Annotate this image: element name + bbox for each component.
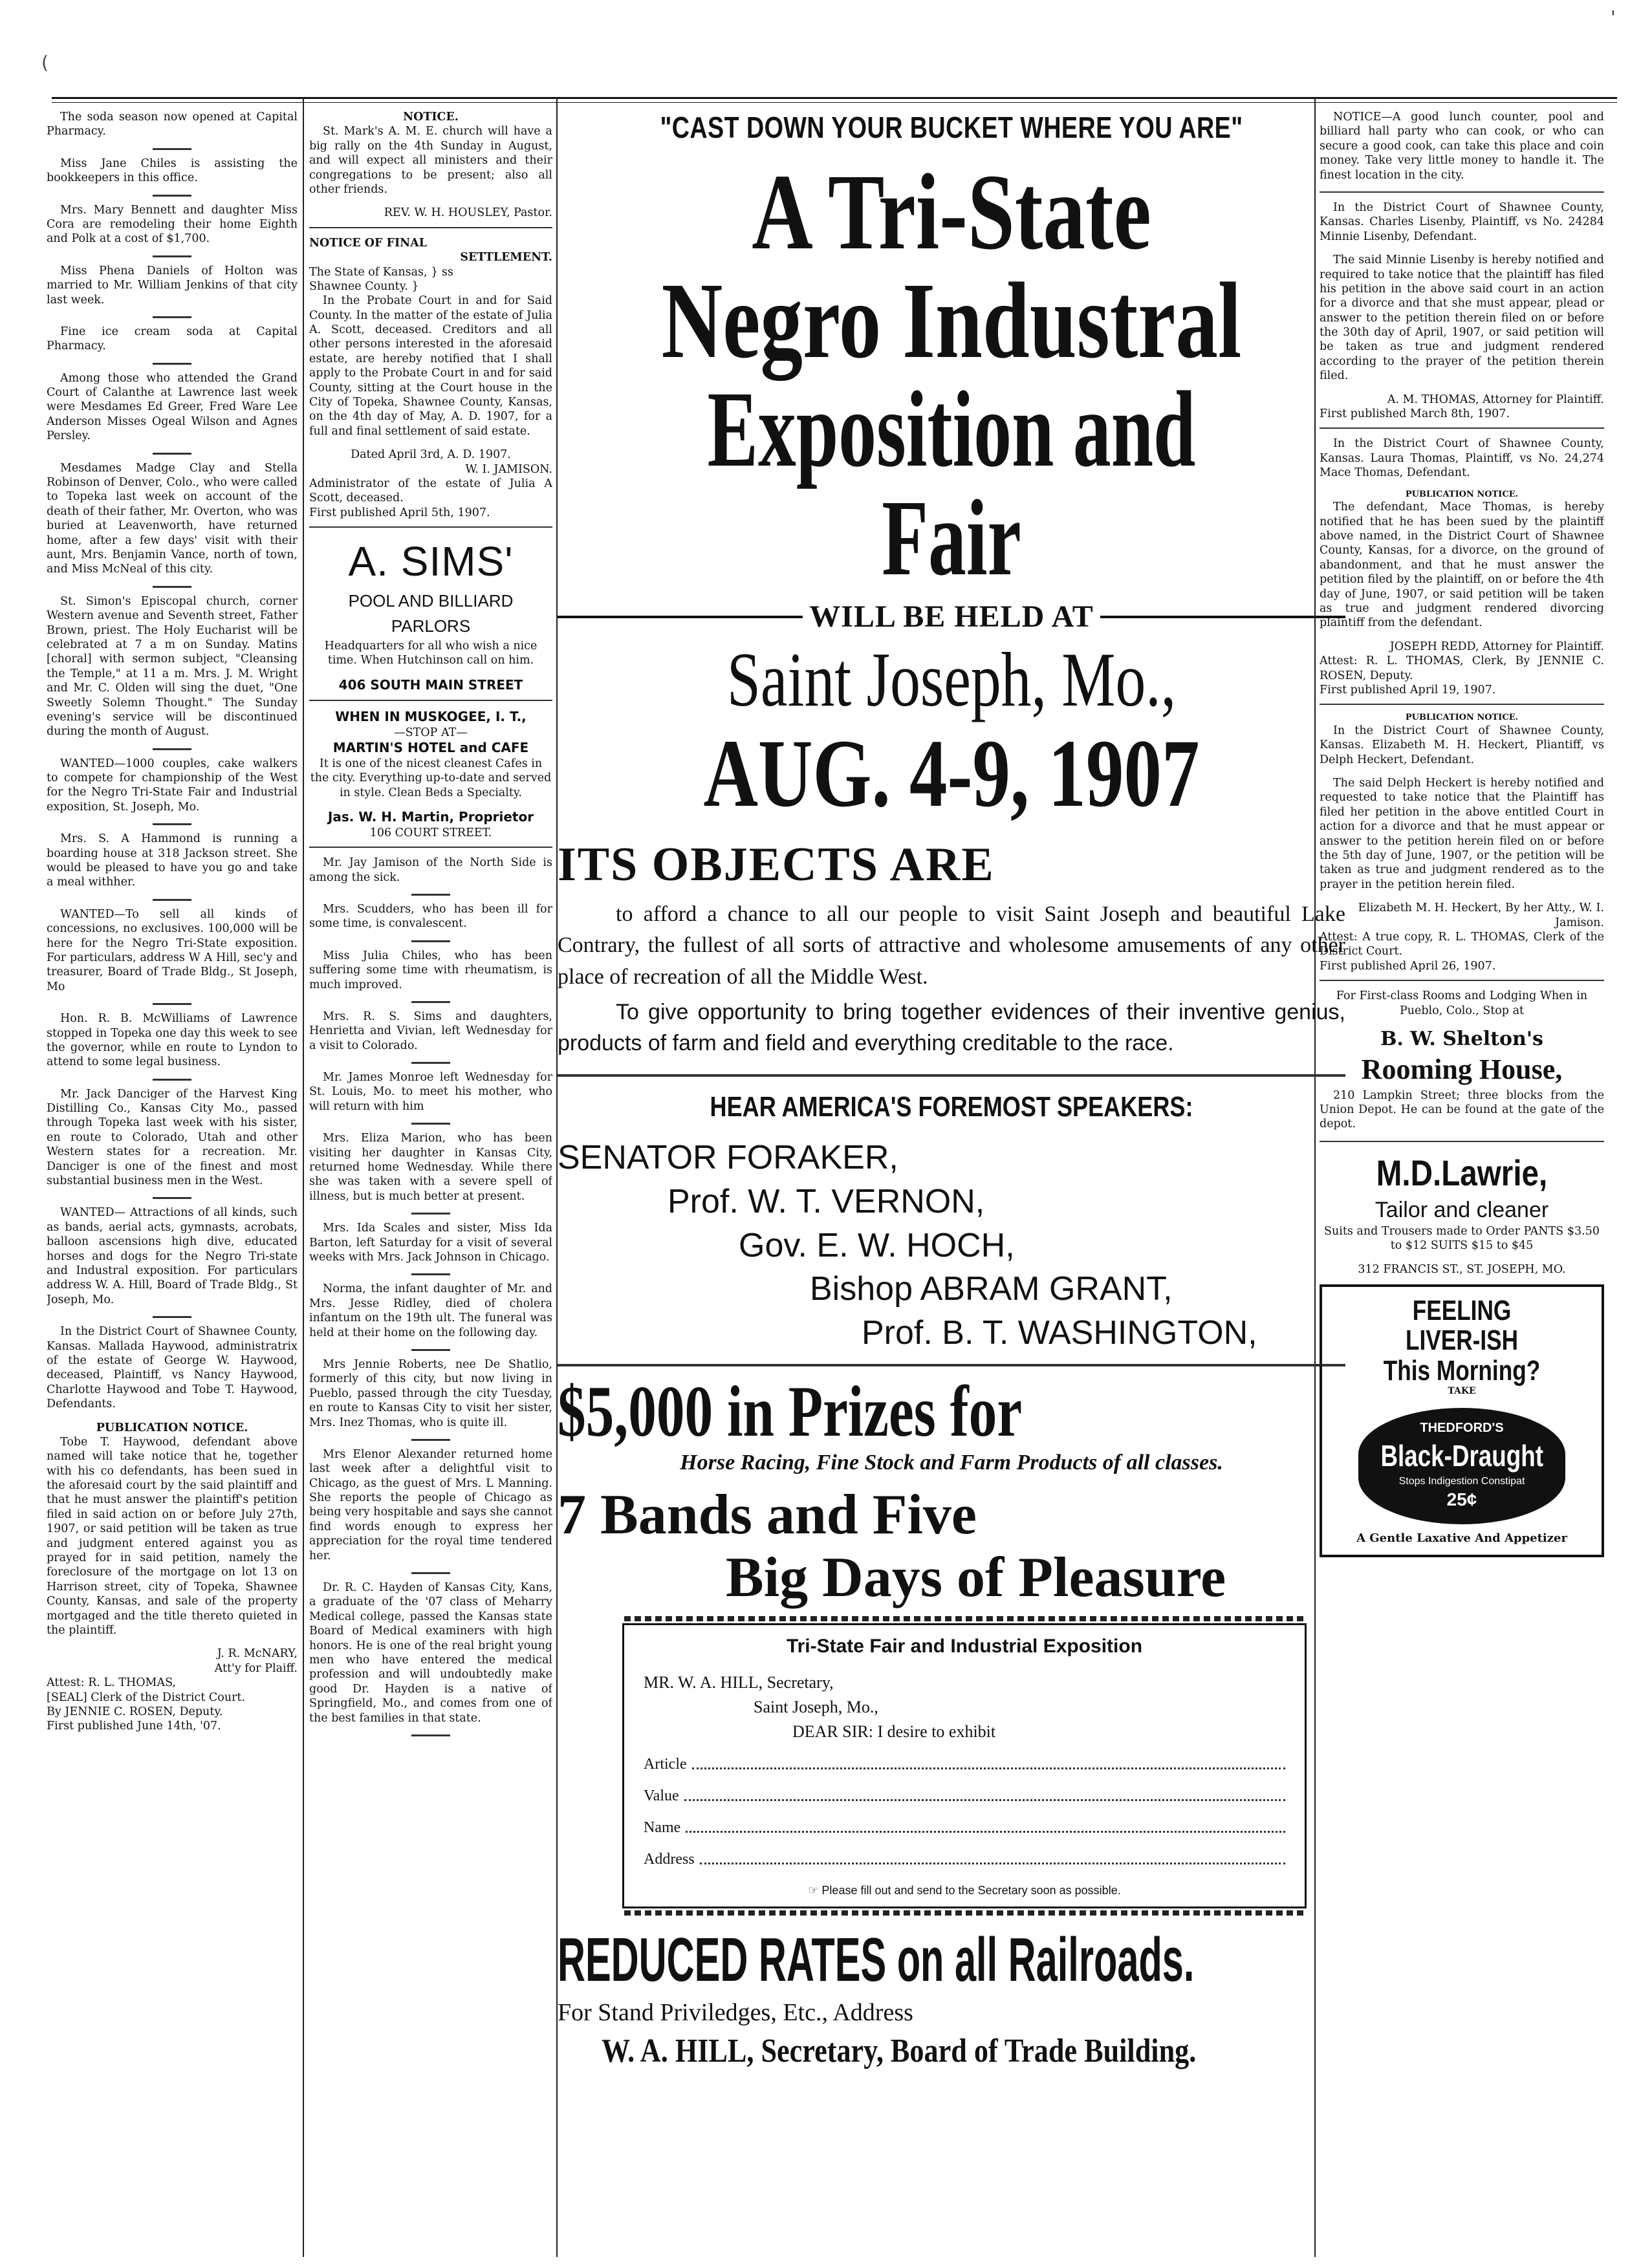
haywood-sig2: Att'y for Plaiff.: [214, 1661, 298, 1675]
final-settlement-body: In the Probate Court in and for Said County. In the matter of the estate of Julia A. Scott, deceased. Creditors and all other persons interested in the aforesaid estate, are hereby notified that I shall apply to the Probate Court in and for said County, sitting at the Court house in the City of Topeka, Shawnee County, Kansas, on the 4th day of May, A. D. 1907, for a full and final settlement of said estate.: [309, 294, 552, 438]
notice-heading: NOTICE.: [403, 111, 459, 124]
feeling-line1: FEELING: [1412, 1295, 1512, 1327]
ad-prizes: $5,000 in Prizes for: [558, 1372, 1023, 1453]
badge-brand: THEDFORD'S: [1420, 1421, 1504, 1436]
final-settlement-signature: W. I. JAMISON.: [465, 462, 552, 476]
haywood-heading: PUBLICATION NOTICE.: [96, 1421, 248, 1434]
feeling-take: TAKE: [1448, 1385, 1476, 1396]
news-item: Norma, the infant daughter of Mr. and Mrs. Jesse Ridley, died of cholera infantum on the 19th ult. The funeral was held at their home on the following day.: [309, 1282, 552, 1339]
notice-signature: REV. W. H. HOUSLEY, Pastor.: [384, 206, 552, 220]
item-separator: [411, 1001, 450, 1003]
thomas-heading: PUBLICATION NOTICE.: [1405, 489, 1519, 499]
ad-objects-para1: to afford a chance to all our people to visit Saint Joseph and beautiful Lake Contrary, the fullest of all sorts of attractive and wholesome amusements of any other place of recreation of all the Middle West.: [558, 902, 1345, 989]
exposition-advertisement: [558, 110, 1345, 2251]
column-rule-1: [303, 97, 304, 2257]
news-item: Mrs Jennie Roberts, nee De Shatlio, formerly of this city, but now living in Pueblo, passed through the city Tuesday, en route to Kansas City to visit her sister, Mrs. Inez Thomas, who is quite ill.: [309, 1357, 552, 1429]
news-item: Among those who attended the Grand Court of Calanthe at Lawrence last week were Mesdames Ed Greer, Fred Ware Lee Anderson Misses Ogeal Wilson and Agnes Persley.: [47, 371, 298, 443]
coupon-title: Tri-State Fair and Industrial Exposition: [786, 1636, 1143, 1658]
news-item: Mesdames Madge Clay and Stella Robinson of Denver, Colo., who were called to Topeka last week on account of the death of their father, Mr. Overton, who was buried at Leavenworth, have returned home, after a few days' visit with their aunt, Mrs. Benjamin Vance, north of town, and Miss McNeal of this city.: [47, 461, 298, 576]
coupon-line: [700, 1863, 1285, 1864]
ad-held-at-row: [558, 599, 1345, 634]
news-item: The soda season now opened at Capital Pharmacy.: [47, 111, 298, 138]
news-item: St. Simon's Episcopal church, corner Western avenue and Seventh street, Father Brown, priest. The Holy Eucharist will be celebrated at 7 a m on Sunday. Matins [choral] with sermon subject, "Cleansing the Temple," at 11 a m. Mrs. J. M. Wright and Mr. C. Olden will sing the duet, "One Sweetly Solemn Thought." The Sunday evening's service will be discontinued during the month of August.: [47, 594, 298, 739]
column-4: [1320, 110, 1604, 2257]
sims-ad-body: Headquarters for all who wish a nice time. When Hutchinson call on him.: [324, 640, 538, 667]
feeling-footer: A Gentle Laxative And Appetizer: [1356, 1531, 1567, 1545]
lisenby-published: First published March 8th, 1907.: [1320, 407, 1510, 421]
news-item: Miss Phena Daniels of Holton was married to Mr. William Jenkins of that city last week.: [47, 264, 298, 307]
column-1-items: [47, 110, 298, 1318]
item-separator: [411, 1123, 450, 1125]
ad-bands-line2: Big Days of Pleasure: [726, 1546, 1226, 1609]
news-item: Mrs. S. A Hammond is running a boarding house at 318 Jackson street. She would be pleased to have you go and take a meal withher.: [47, 832, 298, 889]
haywood-legal-notice: [47, 1324, 298, 1734]
haywood-sig1: J. R. McNARY,: [217, 1647, 298, 1661]
item-separator: [153, 586, 191, 588]
muskogee-body: It is one of the nicest cleanest Cafes in the city. Everything up-to-date and served in style. Clean Beds a Specialty.: [310, 757, 552, 799]
black-draught-badge: [1358, 1408, 1565, 1524]
badge-product: Black-Draught: [1380, 1438, 1543, 1473]
notice-body: St. Mark's A. M. E. church will have a big rally on the 4th Sunday in August, and will expect all ministers and their congregations to be present; also all other friends.: [309, 125, 552, 196]
item-separator: [411, 1734, 450, 1736]
heckert-attest: Attest: A true copy, R. L. THOMAS, Clerk of the District Court.: [1320, 931, 1604, 958]
muskogee-heading: WHEN IN MUSKOGEE, I. T.,: [335, 709, 527, 725]
coupon-to: MR. W. A. HILL, Secretary,: [644, 1673, 834, 1692]
ad-objects-heading: ITS OBJECTS ARE: [558, 838, 995, 891]
coupon-field-name[interactable]: [644, 1819, 1285, 1837]
top-rule: [52, 97, 1617, 99]
column-2: [309, 110, 552, 2257]
lawrie-address: 312 FRANCIS ST., ST. JOSEPH, MO.: [1358, 1262, 1566, 1276]
heckert-body: The said Delph Heckert is hereby notified and requested to take notice that the Plaintiff has filed her petition in the above entitled Court in action for a divorce and that he must appear or answer to the petition herein filed on or before the 5th day of June, 1907, or the petition will be taken as true and judgment rendered as to the prayer in the petition herein filed.: [1320, 777, 1604, 891]
top-rule-thin: [52, 102, 1617, 103]
coupon-dashed-bottom: [624, 1910, 1305, 1916]
muskogee-hotel-name: MARTIN'S HOTEL and CAFE: [332, 740, 529, 756]
final-settlement-admin: Administrator of the estate of Julia A Scott, deceased.: [309, 477, 552, 505]
final-settlement-heading-2: SETTLEMENT.: [460, 251, 552, 265]
heckert-heading: PUBLICATION NOTICE.: [1405, 713, 1519, 723]
heckert-published: First published April 26, 1907.: [1320, 959, 1496, 973]
haywood-intro: In the District Court of Shawnee County, Kansas. Mallada Haywood, administratrix of the estate of George W. Haywood, deceased, Plaintiff, vs Nancy Haywood, Charlotte Haywood and Tobe T. Haywood, Defendants.: [47, 1325, 298, 1411]
column-2-items: [309, 856, 552, 1736]
ad-bands-line1: 7 Bands and Five: [558, 1483, 977, 1546]
column-1: [47, 110, 298, 2257]
sims-ad-name: A. SIMS': [348, 538, 514, 585]
news-item: Mrs Elenor Alexander returned home last week after a delightful visit to Chicago, as the guest of Mrs. L Manning. She reports the people of Chicago as being very hospitable and says she cannot find words enough to express her appreciation for the royal time tendered her.: [309, 1447, 552, 1562]
lawrie-body: Suits and Trousers made to Order PANTS $3.50 to $12 SUITS $15 to $45: [1324, 1225, 1600, 1253]
coupon-label-name: Name: [644, 1819, 681, 1837]
item-separator: [153, 823, 191, 825]
divider: [1320, 1141, 1604, 1142]
haywood-attest: Attest: R. L. THOMAS,: [47, 1676, 177, 1690]
ad-held-at: WILL BE HELD AT: [809, 599, 1094, 634]
ad-reduced-rates: REDUCED RATES on all Railroads.: [558, 1925, 1195, 1995]
sims-ad-line1: POOL AND BILLIARD: [348, 591, 514, 611]
coupon-city: Saint Joseph, Mo.,: [754, 1698, 878, 1717]
lawrie-name: M.D.Lawrie,: [1376, 1152, 1548, 1193]
speaker-2: Prof. W. T. VERNON,: [668, 1182, 985, 1220]
corner-mark-right: ': [1611, 6, 1616, 28]
news-item: WANTED—1000 couples, cake walkers to compete for championship of the West for the Negro Tri-State Fair and Industrial exposition, St. Joseph, Mo.: [47, 757, 298, 814]
shelton-address: 210 Lampkin Street; three blocks from the Union Depot. He can be found at the gate of the depot.: [1320, 1088, 1604, 1131]
news-item: Fine ice cream soda at Capital Pharmacy.: [47, 325, 298, 353]
divider: [1320, 427, 1604, 429]
news-item: Mrs. Ida Scales and sister, Miss Ida Barton, left Saturday for a visit of several weeks with Mrs. Jack Johnson in Chicago.: [309, 1222, 552, 1264]
news-item: Mrs. Mary Bennett and daughter Miss Cora are remodeling their home Eighth and Polk at a cost of $1,700.: [47, 203, 298, 246]
ad-objects-para2: To give opportunity to bring together evidences of their inventive genius, products of farm and field and everything creditable to the race.: [558, 999, 1345, 1056]
pointing-hand-icon: ☞: [808, 1884, 822, 1897]
coupon-line: [686, 1831, 1285, 1833]
divider: [558, 1364, 1345, 1366]
divider: [309, 227, 552, 228]
black-draught-ad: [1320, 1284, 1604, 1557]
coupon-field-article[interactable]: [644, 1756, 1285, 1773]
haywood-deputy: By JENNIE C. ROSEN, Deputy.: [47, 1705, 223, 1718]
shelton-intro: For First-class Rooms and Lodging When in Pueblo, Colo., Stop at: [1336, 989, 1588, 1017]
ad-stand-privileges: For Stand Priviledges, Etc., Address: [558, 1999, 913, 2027]
item-separator: [153, 195, 191, 197]
item-separator: [153, 1079, 191, 1081]
thomas-attest: Attest: R. L. THOMAS, Clerk, By JENNIE C. ROSEN, Deputy.: [1320, 654, 1604, 682]
item-separator: [411, 940, 450, 942]
thomas-body: The defendant, Mace Thomas, is hereby notified that he has been sued by the plaintiff above named, in the District Court of Shawnee County, Kansas, for a divorce, on the ground of abandonment, and that he must answer the petition filed by the plaintiff, on or before the 4th day of June, 1907, or said petition will be taken as true and judgment rendered divorcing plaintiff from the defendant.: [1320, 501, 1604, 630]
item-separator: [153, 1316, 191, 1318]
news-item: Mr. James Monroe left Wednesday for St. Louis, Mo. to meet his mother, who will return with him: [309, 1071, 552, 1113]
news-item: Miss Julia Chiles, who has been suffering some time with rheumatism, is much improved.: [309, 949, 552, 991]
haywood-body: Tobe T. Haywood, defendant above named will take notice that he, together with his co defendants, has been sued in the aforesaid court by the said plaintiff and that he must answer the plaintiff's petition filed in said action on or before July 27th, 1907, or said petition will be taken as true and judgment entered against you as prayed for in said petition, namely the foreclosure of the mortgage on lot 13 on Harrison street, city of Topeka, Shawnee County, Kansas, and sale of the property mortgaged and the title thereto quieted in the plaintiff.: [47, 1435, 298, 1637]
ad-contact: W. A. HILL, Secretary, Board of Trade Building.: [602, 2033, 1197, 2070]
lunch-counter-notice: NOTICE—A good lunch counter, pool and billiard hall party who can cook, or who can secure a good cook, can take this place and coin money. Take very little money to handle it. The finest location in the city.: [1320, 111, 1604, 182]
shelton-name: B. W. Shelton's: [1380, 1027, 1543, 1050]
rule-left: [558, 616, 803, 618]
news-item: Miss Jane Chiles is assisting the bookkeepers in this office.: [47, 157, 298, 185]
feeling-line2: LIVER-ISH: [1405, 1324, 1519, 1357]
badge-tagline: Stops Indigestion Constipat: [1398, 1475, 1525, 1487]
coupon-label-article: Article: [644, 1756, 687, 1773]
final-settlement-county: Shawnee County. }: [309, 279, 419, 293]
item-separator: [411, 894, 450, 896]
thomas-published: First published April 19, 1907.: [1320, 683, 1496, 697]
heckert-intro: In the District Court of Shawnee County, Kansas. Elizabeth M. H. Heckert, Pliantiff, vs Delph Heckert, Defendant.: [1320, 724, 1604, 766]
item-separator: [153, 1197, 191, 1199]
news-item: Hon. R. B. McWilliams of Lawrence stopped in Topeka one day this week to see the governor, while en route to Lyndon to attend to some legal business.: [47, 1012, 298, 1069]
news-item: Mr. Jack Danciger of the Harvest King Distilling Co., Kansas City Mo., passed through Topeka last week with his sister, en route to Colorado, Utah and other Western states for a recreation. Mr. Danciger is one of the finest and most substantial business men in the West.: [47, 1087, 298, 1188]
lisenby-signature: A. M. THOMAS, Attorney for Plaintiff.: [1387, 393, 1604, 406]
speaker-3: Gov. E. W. HOCH,: [739, 1226, 1015, 1264]
news-item: Mrs. R. S. Sims and daughters, Henrietta and Vivian, left Wednesday for a visit to Colorado.: [309, 1010, 552, 1052]
speaker-5: Prof. B. T. WASHINGTON,: [862, 1313, 1257, 1352]
news-item: Dr. R. C. Hayden of Kansas City, Kans, a graduate of the '07 class of Meharry Medical college, passed the Kansas state Board of Medical examiners with high honors. He is one of the real bright young men who have entered the medical profession and will undoubtedly make good Dr. Hayden is a native of Springfield, Mo., and comes from one of the best families in that state.: [309, 1581, 552, 1725]
news-item: Mr. Jay Jamison of the North Side is among the sick.: [309, 856, 552, 884]
item-separator: [153, 748, 191, 750]
final-settlement-published: First published April 5th, 1907.: [309, 506, 490, 519]
thomas-signature: JOSEPH REDD, Attorney for Plaintiff.: [1389, 640, 1604, 653]
ad-title-line3: Exposition and Fair: [707, 369, 1196, 598]
divider: [309, 700, 552, 701]
ad-dates: AUG. 4-9, 1907: [703, 720, 1200, 827]
item-separator: [411, 1062, 450, 1064]
rule-right: [1100, 616, 1345, 618]
ad-title-line1: A Tri-State: [752, 152, 1151, 272]
final-settlement-dated: Dated April 3rd, A. D. 1907.: [351, 448, 511, 462]
coupon-dear-sir: DEAR SIR: I desire to exhibit: [792, 1722, 996, 1742]
final-settlement-state: The State of Kansas, } ss: [309, 265, 453, 279]
corner-mark-left: (: [41, 52, 49, 73]
speaker-4: Bishop ABRAM GRANT,: [810, 1270, 1173, 1308]
item-separator: [153, 1003, 191, 1005]
item-separator: [411, 1349, 450, 1351]
divider: [1320, 704, 1604, 705]
item-separator: [153, 899, 191, 901]
coupon-line: [684, 1799, 1285, 1801]
exhibit-coupon[interactable]: [622, 1623, 1307, 1908]
item-separator: [411, 1273, 450, 1275]
lisenby-body: The said Minnie Lisenby is hereby notified and required to take notice that the plaintiff has filed his petition in the above said court in an action for a divorce and that she must appear, plead or answer to the petition therein filed on or before the 30th day of April, 1907, or said petition will be taken as true and judgment rendered according to the prayer of the petition therein filed.: [1320, 254, 1604, 383]
divider: [558, 1074, 1345, 1077]
divider: [1320, 980, 1604, 981]
news-item: Mrs. Eliza Marion, who has been visiting her daughter in Kansas City, returned home Wednesday. While there she was taken with a severe spell of illness, but is much better at present.: [309, 1132, 552, 1203]
muskogee-stop-at: —STOP AT—: [394, 726, 468, 740]
coupon-line: [692, 1767, 1285, 1769]
divider: [1320, 191, 1604, 193]
item-separator: [153, 316, 191, 318]
news-item: WANTED—To sell all kinds of concessions, no exclusives. 100,000 will be here for the Negro Tri-State exposition. For particulars, address W A Hill, sec'y and treasurer, Board of Trade Bldg., St Joseph, Mo: [47, 907, 298, 993]
haywood-published: First published June 14th, '07.: [47, 1720, 221, 1733]
divider: [309, 847, 552, 848]
sims-ad-line2: PARLORS: [391, 616, 471, 636]
speaker-1: SENATOR FORAKER,: [558, 1139, 898, 1177]
ad-speakers-heading: HEAR AMERICA'S FOREMOST SPEAKERS:: [710, 1091, 1193, 1123]
muskogee-proprietor: Jas. W. H. Martin, Proprietor: [327, 809, 534, 825]
feeling-line3: This Morning?: [1383, 1354, 1541, 1387]
ad-title-line2: Negro Industral: [661, 261, 1242, 381]
coupon-label-address: Address: [644, 1851, 695, 1868]
item-separator: [153, 453, 191, 455]
news-item: WANTED— Attractions of all kinds, such as bands, aerial acts, gymnasts, acrobats, balloon ascensions high dive, educated horses and dogs for the Negro Tri-state and Industral exposition. For particulars address W. A. Hill, Board of Trade Bldg., St Joseph, Mo.: [47, 1206, 298, 1306]
muskogee-address: 106 COURT STREET.: [369, 826, 492, 839]
item-separator: [411, 1439, 450, 1441]
coupon-label-value: Value: [644, 1787, 679, 1805]
sims-ad-address: 406 SOUTH MAIN STREET: [338, 676, 523, 693]
ad-prizes-sub: Horse Racing, Fine Stock and Farm Products of all classes.: [680, 1450, 1223, 1474]
coupon-field-address[interactable]: [644, 1851, 1285, 1868]
thomas-intro: In the District Court of Shawnee County, Kansas. Laura Thomas, Plaintiff, vs No. 24,274 Mace Thomas, Defendant.: [1320, 437, 1604, 480]
ad-place: Saint Joseph, Mo.,: [726, 636, 1177, 722]
coupon-dashed-top: [624, 1616, 1305, 1621]
item-separator: [411, 1213, 450, 1215]
item-separator: [153, 363, 191, 365]
item-separator: [153, 148, 191, 150]
haywood-seal: [SEAL] Clerk of the District Court.: [47, 1690, 246, 1704]
lisenby-intro: In the District Court of Shawnee County, Kansas. Charles Lisenby, Plaintiff, vs No. 24284 Minnie Lisenby, Defendant.: [1320, 200, 1604, 243]
shelton-rooming-house: Rooming House,: [1361, 1053, 1563, 1086]
item-separator: [411, 1572, 450, 1574]
news-item: Mrs. Scudders, who has been ill for some time, is convalescent.: [309, 902, 552, 931]
lawrie-trade: Tailor and cleaner: [1375, 1197, 1549, 1222]
divider: [309, 526, 552, 528]
coupon-footer: [644, 1884, 1285, 1897]
heckert-signature: Elizabeth M. H. Heckert, By her Atty., W. I. Jamison.: [1358, 902, 1604, 929]
coupon-field-value[interactable]: [644, 1787, 1285, 1805]
coupon-footer-text: Please fill out and send to the Secretary soon as possible.: [821, 1884, 1121, 1897]
item-separator: [153, 255, 191, 257]
final-settlement-heading-1: NOTICE OF FINAL: [309, 236, 428, 250]
ad-slogan: "CAST DOWN YOUR BUCKET WHERE YOU ARE": [660, 111, 1243, 144]
badge-price: 25¢: [1446, 1489, 1477, 1510]
